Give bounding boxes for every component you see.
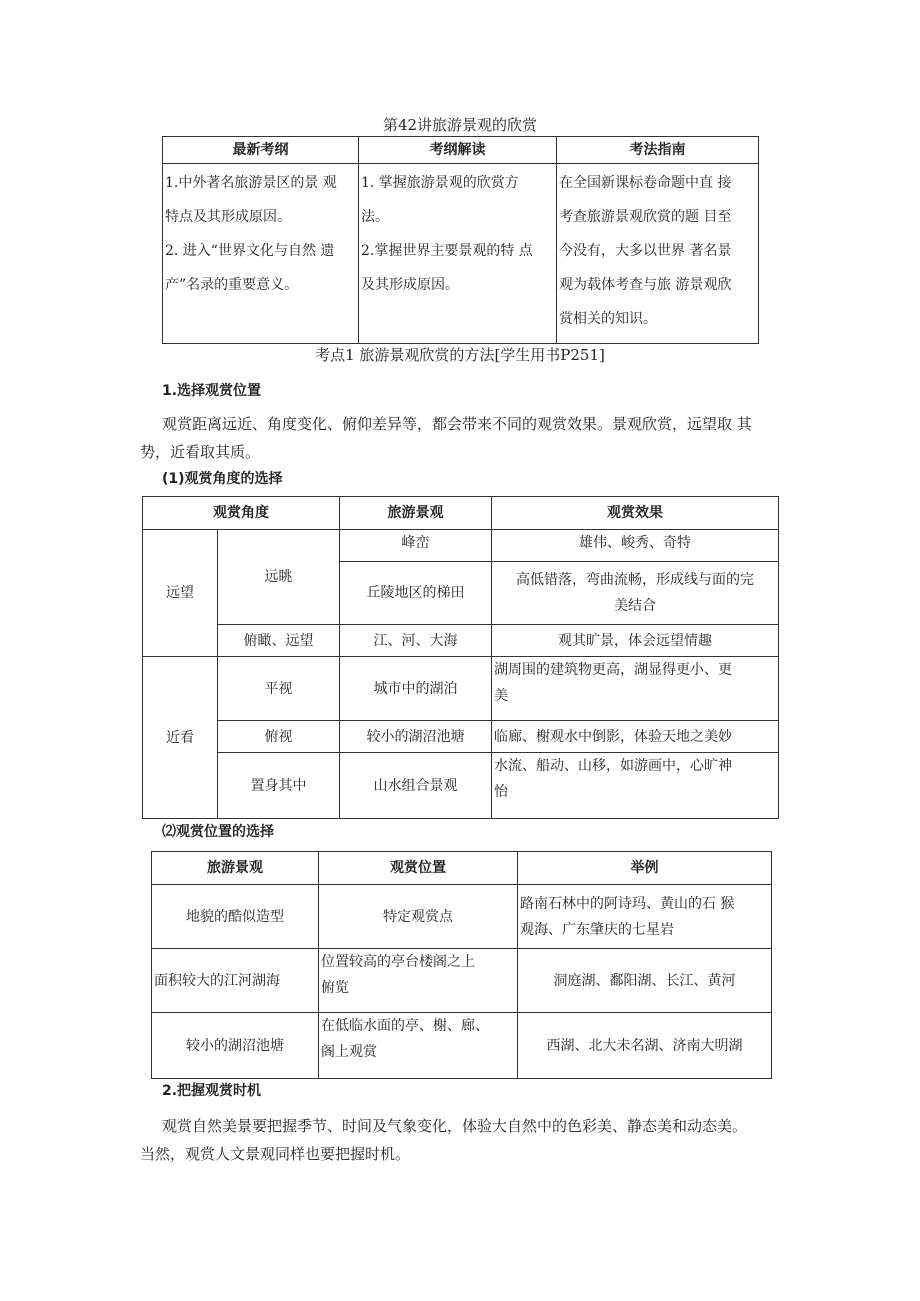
interpretation-line: 及其形成原因。 <box>361 277 459 293</box>
position-line: 在低临水面的亭、榭、廊、 <box>321 1018 489 1034</box>
position-line: 阁上观赏 <box>321 1044 377 1060</box>
paragraph-line: 观赏自然美景要把握季节、时间及气象变化，体验大自然中的色彩美、静态美和动态美。 <box>162 1117 748 1135</box>
syllabus-line: 1.中外著名旅游景区的景 观 <box>165 175 337 191</box>
guide-line: 考查旅游景观欣赏的题 目至 <box>559 209 732 225</box>
scene-cell: 江、河、大海 <box>340 625 492 657</box>
angle-cell: 俯瞰、远望 <box>218 625 340 657</box>
effect-line: 美结合 <box>614 598 656 614</box>
example-line: 观海、广东肇庆的七星岩 <box>520 921 674 938</box>
header-scene: 旅游景观 <box>152 852 319 885</box>
guide-line: 观为载体考查与旅 游景观欣 <box>559 277 732 293</box>
guide-line: 在全国新课标卷命题中直 接 <box>559 175 732 191</box>
scene-cell: 山水组合景观 <box>340 753 492 819</box>
paragraph-line: 观赏距离远近、角度变化、俯仰差异等，都会带来不同的观赏效果。景观欣赏，远望取 其 <box>162 415 752 433</box>
scene-cell: 较小的湖沼池塘 <box>152 1013 319 1079</box>
interpretation-line: 法。 <box>361 209 389 225</box>
guide-line: 今没有，大多以世界 著名景 <box>559 243 732 259</box>
effect-line: 水流、船动、山移，如游画中，心旷神 <box>494 758 732 774</box>
far-group-label: 远望 <box>143 530 218 657</box>
angle-cell: 俯视 <box>218 721 340 753</box>
syllabus-line: 2. 进入“世界文化与自然 遗 <box>165 243 335 259</box>
interpretation-line: 1. 掌握旅游景观的欣赏方 <box>361 175 519 191</box>
angle-cell: 平视 <box>218 657 340 721</box>
example-line: 路南石林中的阿诗玛、黄山的石 猴 <box>520 895 735 912</box>
position-cell: 特定观赏点 <box>319 885 518 949</box>
header-guide: 考法指南 <box>557 137 759 164</box>
sub1-heading: (1)观赏角度的选择 <box>162 471 283 487</box>
example-cell: 西湖、北大未名湖、济南大明湖 <box>518 1013 772 1079</box>
syllabus-line: 特点及其形成原因。 <box>165 209 291 225</box>
effect-cell: 观其旷景，体会远望情趣 <box>492 625 779 657</box>
example-cell: 洞庭湖、鄱阳湖、长江、黄河 <box>518 949 772 1013</box>
effect-cell <box>492 562 779 625</box>
example-cell <box>518 885 772 949</box>
sub2-heading: ⑵观赏位置的选择 <box>162 824 274 840</box>
effect-line: 美 <box>494 688 508 704</box>
position-line: 俯览 <box>321 980 349 996</box>
header-angle: 观赏角度 <box>143 497 340 530</box>
effect-line: 怡 <box>494 784 508 800</box>
interpretation-cell <box>359 164 557 344</box>
scene-cell: 峰峦 <box>340 530 492 562</box>
viewing-angle-table <box>142 496 779 819</box>
section-caption: 考点1 旅游景观欣赏的方法[学生用书P251] <box>315 346 605 364</box>
scene-cell: 面积较大的江河湖海 <box>152 949 319 1013</box>
paragraph-line: 当然，观赏人文景观同样也要把握时机。 <box>140 1145 411 1163</box>
header-scene: 旅游景观 <box>340 497 492 530</box>
interpretation-line: 2.掌握世界主要景观的特 点 <box>361 243 533 259</box>
header-syllabus: 最新考纲 <box>163 137 359 164</box>
effect-cell: 临廊、榭观水中倒影，体验天地之美妙 <box>492 721 779 753</box>
position-cell <box>319 949 518 1013</box>
effect-line: 高低错落，弯曲流畅，形成线与面的完 <box>516 572 754 588</box>
syllabus-line: 产”名录的重要意义。 <box>165 277 299 293</box>
viewing-position-table <box>151 851 772 1079</box>
effect-cell <box>492 657 779 721</box>
section2-heading: 2.把握观赏时机 <box>162 1083 262 1099</box>
header-position: 观赏位置 <box>319 852 518 885</box>
angle-cell: 置身其中 <box>218 753 340 819</box>
effect-cell: 雄伟、峻秀、奇特 <box>492 530 779 562</box>
effect-cell <box>492 753 779 819</box>
paragraph-line: 势，近看取其质。 <box>140 443 261 461</box>
syllabus-table <box>162 136 759 344</box>
near-group-label: 近看 <box>143 657 218 819</box>
scene-cell: 城市中的湖泊 <box>340 657 492 721</box>
section2-paragraph <box>140 1112 782 1168</box>
position-cell <box>319 1013 518 1079</box>
scene-cell: 地貌的酷似造型 <box>152 885 319 949</box>
effect-line: 湖周围的建筑物更高，湖显得更小、更 <box>494 662 732 678</box>
scene-cell: 较小的湖沼池塘 <box>340 721 492 753</box>
scene-cell: 丘陵地区的梯田 <box>340 562 492 625</box>
syllabus-cell <box>163 164 359 344</box>
guide-cell <box>557 164 759 344</box>
guide-line: 赏相关的知识。 <box>559 311 657 327</box>
section1-paragraph <box>140 410 782 466</box>
header-interpretation: 考纲解读 <box>359 137 557 164</box>
section1-heading: 1.选择观赏位置 <box>162 383 262 399</box>
far-look-label: 远眺 <box>218 530 340 625</box>
page-title: 第42讲旅游景观的欣赏 <box>382 116 538 134</box>
position-line: 位置较高的亭台楼阁之上 <box>321 954 475 970</box>
header-effect: 观赏效果 <box>492 497 779 530</box>
header-example: 举例 <box>518 852 772 885</box>
